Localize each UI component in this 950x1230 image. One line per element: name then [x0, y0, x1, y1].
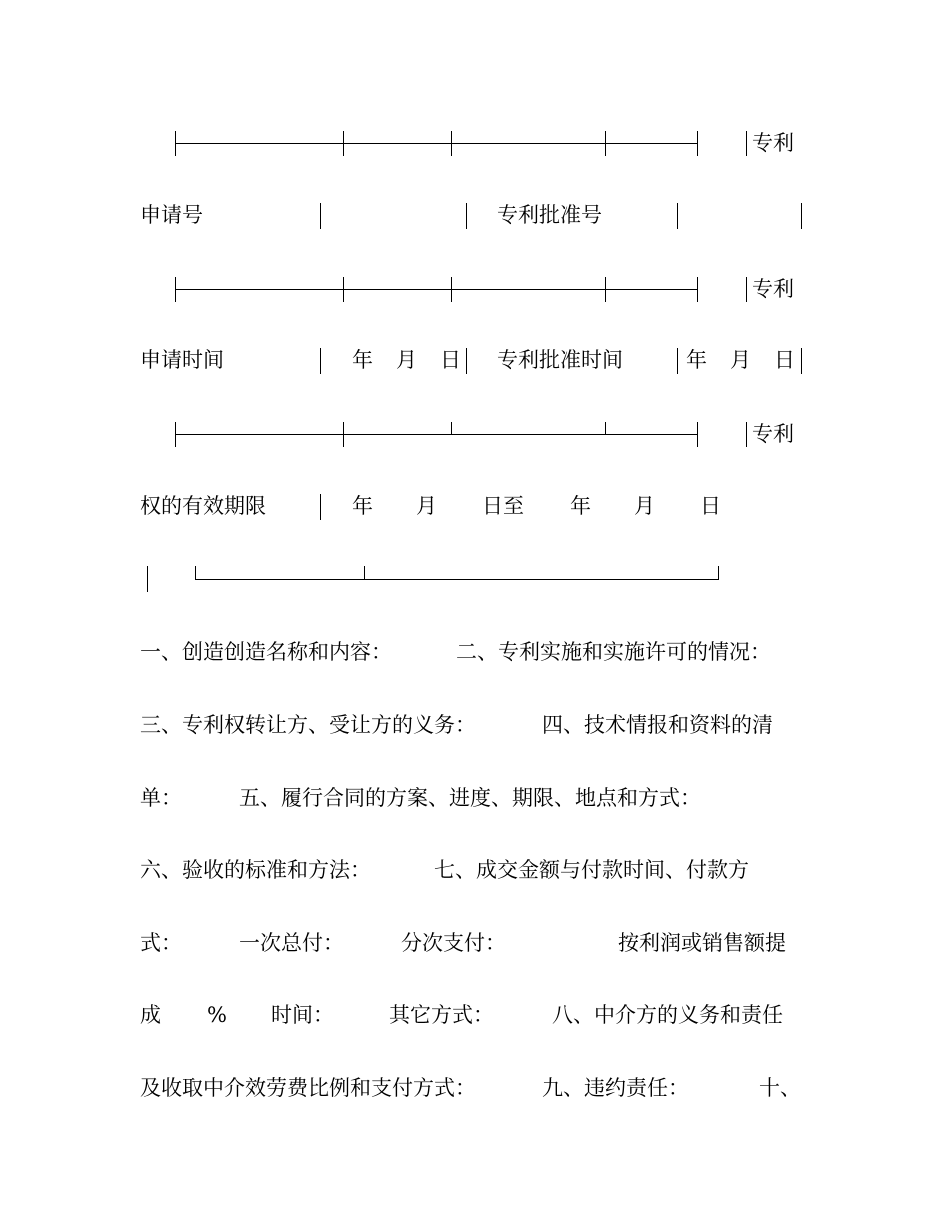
section-4: 四、技术情报和资料的清 — [542, 713, 773, 737]
payment-installments: 分次支付： — [401, 931, 506, 955]
cell-divider — [677, 348, 678, 374]
section-7-cont: 式： — [140, 931, 182, 955]
application-year: 年 — [352, 348, 373, 372]
time-label: 时间： — [271, 1003, 334, 1027]
cell-divider — [320, 203, 321, 229]
grant-day: 日 — [774, 348, 795, 372]
cell-divider — [466, 203, 467, 229]
cell-divider — [677, 203, 678, 229]
payment-royalty: 按利润或销售额提 — [618, 931, 786, 955]
percent-sign: % — [207, 1003, 227, 1027]
section-6: 六、验收的标准和方法： — [140, 858, 371, 882]
royalty-cont: 成 — [140, 1003, 161, 1027]
cell-divider — [801, 348, 802, 374]
cell-divider — [320, 494, 321, 520]
cell-divider — [320, 348, 321, 374]
section-9: 九、违约责任： — [542, 1076, 689, 1100]
cell-divider — [466, 348, 467, 374]
grant-year: 年 — [686, 348, 707, 372]
section-8: 八、中介方的义务和责任 — [552, 1003, 783, 1027]
section-10: 十、 — [759, 1076, 801, 1100]
cell-divider — [801, 203, 802, 229]
row2-suffix: 专利 — [752, 277, 794, 301]
row3-suffix: 专利 — [752, 422, 794, 446]
section-1: 一、创造创造名称和内容： — [140, 640, 392, 664]
validity-start-day-to: 日至 — [482, 494, 524, 518]
application-number-label: 申请号 — [140, 203, 203, 227]
section-4-cont: 单： — [140, 786, 182, 810]
validity-end-year: 年 — [570, 494, 591, 518]
grant-number-label: 专利批准号 — [497, 203, 602, 227]
validity-start-year: 年 — [352, 494, 373, 518]
validity-end-month: 月 — [634, 494, 655, 518]
validity-period-label: 权的有效期限 — [140, 494, 266, 518]
grant-month: 月 — [730, 348, 751, 372]
section-5: 五、履行合同的方案、进度、期限、地点和方式： — [239, 786, 701, 810]
section-3: 三、专利权转让方、受让方的义务： — [140, 713, 476, 737]
row1-suffix: 专利 — [752, 131, 794, 155]
payment-lump-sum: 一次总付： — [239, 931, 344, 955]
section-2: 二、专利实施和实施许可的情况： — [456, 640, 771, 664]
validity-end-day: 日 — [700, 494, 721, 518]
other-methods: 其它方式： — [389, 1003, 494, 1027]
application-date-label: 申请时间 — [140, 348, 224, 372]
application-day: 日 — [440, 348, 461, 372]
validity-start-month: 月 — [416, 494, 437, 518]
section-8-cont: 及收取中介效劳费比例和支付方式： — [140, 1076, 476, 1100]
section-7: 七、成交金额与付款时间、付款方 — [434, 858, 749, 882]
grant-date-label: 专利批准时间 — [497, 348, 623, 372]
application-month: 月 — [396, 348, 417, 372]
